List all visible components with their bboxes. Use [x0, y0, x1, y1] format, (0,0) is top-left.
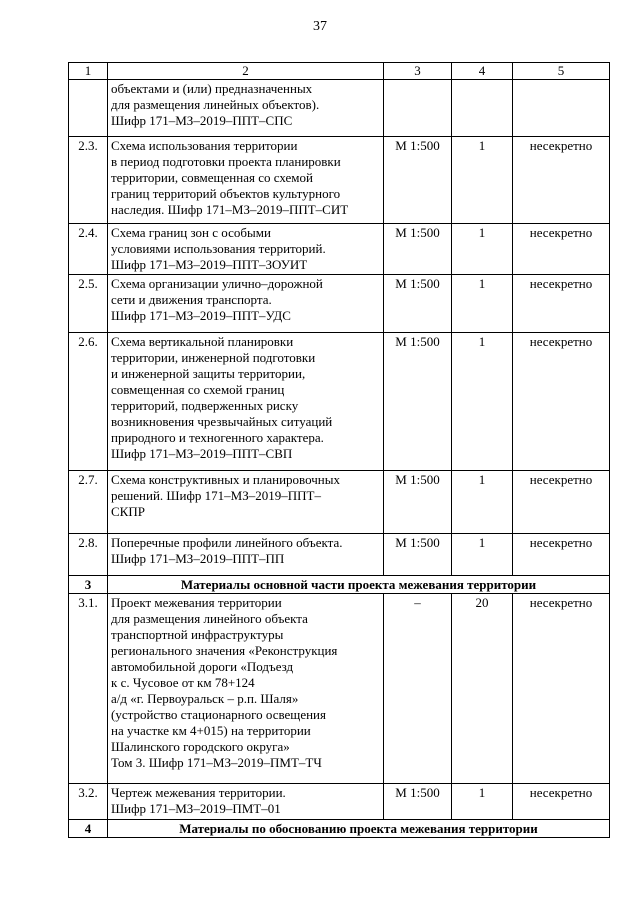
description-line: Шифр 171–МЗ–2019–ППТ–ПП: [111, 551, 285, 566]
scale-cell: М 1:500: [384, 333, 452, 471]
section-title: Материалы основной части проекта межевания территории: [108, 576, 610, 594]
section-row: [69, 820, 610, 838]
description-line: наследия. Шифр 171–МЗ–2019–ППТ–СИТ: [111, 202, 349, 217]
document-description: [108, 137, 384, 224]
description-line: объектами и (или) предназначенных: [111, 81, 313, 96]
description-line: на участке км 4+015) на территории: [111, 723, 311, 738]
scale-cell: М 1:500: [384, 224, 452, 275]
row-number: 2.3.: [69, 137, 108, 224]
description-line: в период подготовки проекта планировки: [111, 154, 341, 169]
row-number: 2.5.: [69, 275, 108, 333]
description-line: Чертеж межевания территории.: [111, 785, 286, 800]
description-line: Схема границ зон с особыми: [111, 225, 271, 240]
sheets-cell: 1: [452, 333, 513, 471]
column-header: 2: [108, 63, 384, 80]
description-line: Шалинского городского округа»: [111, 739, 290, 754]
description-line: природного и техногенного характера.: [111, 430, 324, 445]
description-line: Шифр 171–МЗ–2019–ППТ–ЗОУИТ: [111, 257, 308, 272]
description-line: транспортной инфраструктуры: [111, 627, 284, 642]
description-line: совмещенная со схемой границ: [111, 382, 285, 397]
description-line: Шифр 171–МЗ–2019–ППТ–СПС: [111, 113, 293, 128]
description-line: Том 3. Шифр 171–МЗ–2019–ПМТ–ТЧ: [111, 755, 322, 770]
row-number: 2.6.: [69, 333, 108, 471]
page-number: 37: [313, 19, 327, 34]
scale-cell: М 1:500: [384, 137, 452, 224]
description-line: регионального значения «Реконструкция: [111, 643, 338, 658]
scale-cell: –: [384, 594, 452, 784]
description-line: условиями использования территорий.: [111, 241, 326, 256]
document-description: [108, 80, 384, 137]
column-header: 3: [384, 63, 452, 80]
scale-cell: М 1:500: [384, 784, 452, 820]
description-line: СКПР: [111, 504, 145, 519]
table-row: [69, 137, 610, 224]
sheets-cell: 20: [452, 594, 513, 784]
sheets-cell: 1: [452, 471, 513, 534]
description-line: Проект межевания территории: [111, 595, 282, 610]
description-line: Поперечные профили линейного объекта.: [111, 535, 343, 550]
section-number: 3: [69, 576, 108, 594]
description-line: Схема использования территории: [111, 138, 298, 153]
row-number: [69, 80, 108, 137]
description-line: территории, совмещенная со схемой: [111, 170, 313, 185]
document-description: [108, 333, 384, 471]
description-line: а/д «г. Первоуральск – р.п. Шаля»: [111, 691, 299, 706]
table-row: [69, 80, 610, 137]
description-line: и инженерной защиты территории,: [111, 366, 306, 381]
section-row: [69, 576, 610, 594]
description-line: для размещения линейного объекта: [111, 611, 308, 626]
scale-cell: М 1:500: [384, 275, 452, 333]
sheets-cell: 1: [452, 275, 513, 333]
scale-cell: М 1:500: [384, 534, 452, 576]
table-row: [69, 784, 610, 820]
description-line: границ территорий объектов культурного: [111, 186, 341, 201]
description-line: Схема конструктивных и планировочных: [111, 472, 340, 487]
description-line: сети и движения транспорта.: [111, 292, 272, 307]
document-description: [108, 534, 384, 576]
column-header: 5: [513, 63, 610, 80]
table-row: [69, 471, 610, 534]
row-number: 2.4.: [69, 224, 108, 275]
row-number: 2.8.: [69, 534, 108, 576]
description-line: автомобильной дороги «Подъезд: [111, 659, 294, 674]
description-line: территории, инженерной подготовки: [111, 350, 316, 365]
document-description: [108, 784, 384, 820]
table-header-row: [69, 63, 610, 80]
description-line: возникновения чрезвычайных ситуаций: [111, 414, 333, 429]
row-number: 3.1.: [69, 594, 108, 784]
description-line: Схема организации улично–дорожной: [111, 276, 323, 291]
secrecy-cell: несекретно: [513, 333, 610, 471]
document-description: [108, 471, 384, 534]
scale-cell: М 1:500: [384, 471, 452, 534]
description-line: решений. Шифр 171–МЗ–2019–ППТ–: [111, 488, 321, 503]
table-row: [69, 275, 610, 333]
table-row: [69, 534, 610, 576]
row-number: 2.7.: [69, 471, 108, 534]
description-line: Шифр 171–МЗ–2019–ППТ–УДС: [111, 308, 291, 323]
document-description: [108, 594, 384, 784]
description-line: (устройство стационарного освещения: [111, 707, 326, 722]
secrecy-cell: несекретно: [513, 224, 610, 275]
column-header: 4: [452, 63, 513, 80]
table-row: [69, 333, 610, 471]
document-description: [108, 224, 384, 275]
section-number: 4: [69, 820, 108, 838]
section-title: Материалы по обоснованию проекта межевания территории: [108, 820, 610, 838]
secrecy-cell: несекретно: [513, 534, 610, 576]
description-line: территорий, подверженных риску: [111, 398, 299, 413]
secrecy-cell: несекретно: [513, 471, 610, 534]
document-description: [108, 275, 384, 333]
sheets-cell: 1: [452, 534, 513, 576]
description-line: Шифр 171–МЗ–2019–ПМТ–01: [111, 801, 281, 816]
secrecy-cell: несекретно: [513, 594, 610, 784]
sheets-cell: 1: [452, 784, 513, 820]
secrecy-cell: несекретно: [513, 275, 610, 333]
sheets-cell: 1: [452, 224, 513, 275]
description-line: для размещения линейных объектов).: [111, 97, 320, 112]
secrecy-cell: несекретно: [513, 137, 610, 224]
secrecy-cell: несекретно: [513, 784, 610, 820]
table-row: [69, 224, 610, 275]
sheets-cell: 1: [452, 137, 513, 224]
documents-table: [68, 62, 610, 838]
description-line: Шифр 171–МЗ–2019–ППТ–СВП: [111, 446, 293, 461]
row-number: 3.2.: [69, 784, 108, 820]
description-line: Схема вертикальной планировки: [111, 334, 294, 349]
description-line: к с. Чусовое от км 78+124: [111, 675, 255, 690]
table-row: [69, 594, 610, 784]
column-header: 1: [69, 63, 108, 80]
